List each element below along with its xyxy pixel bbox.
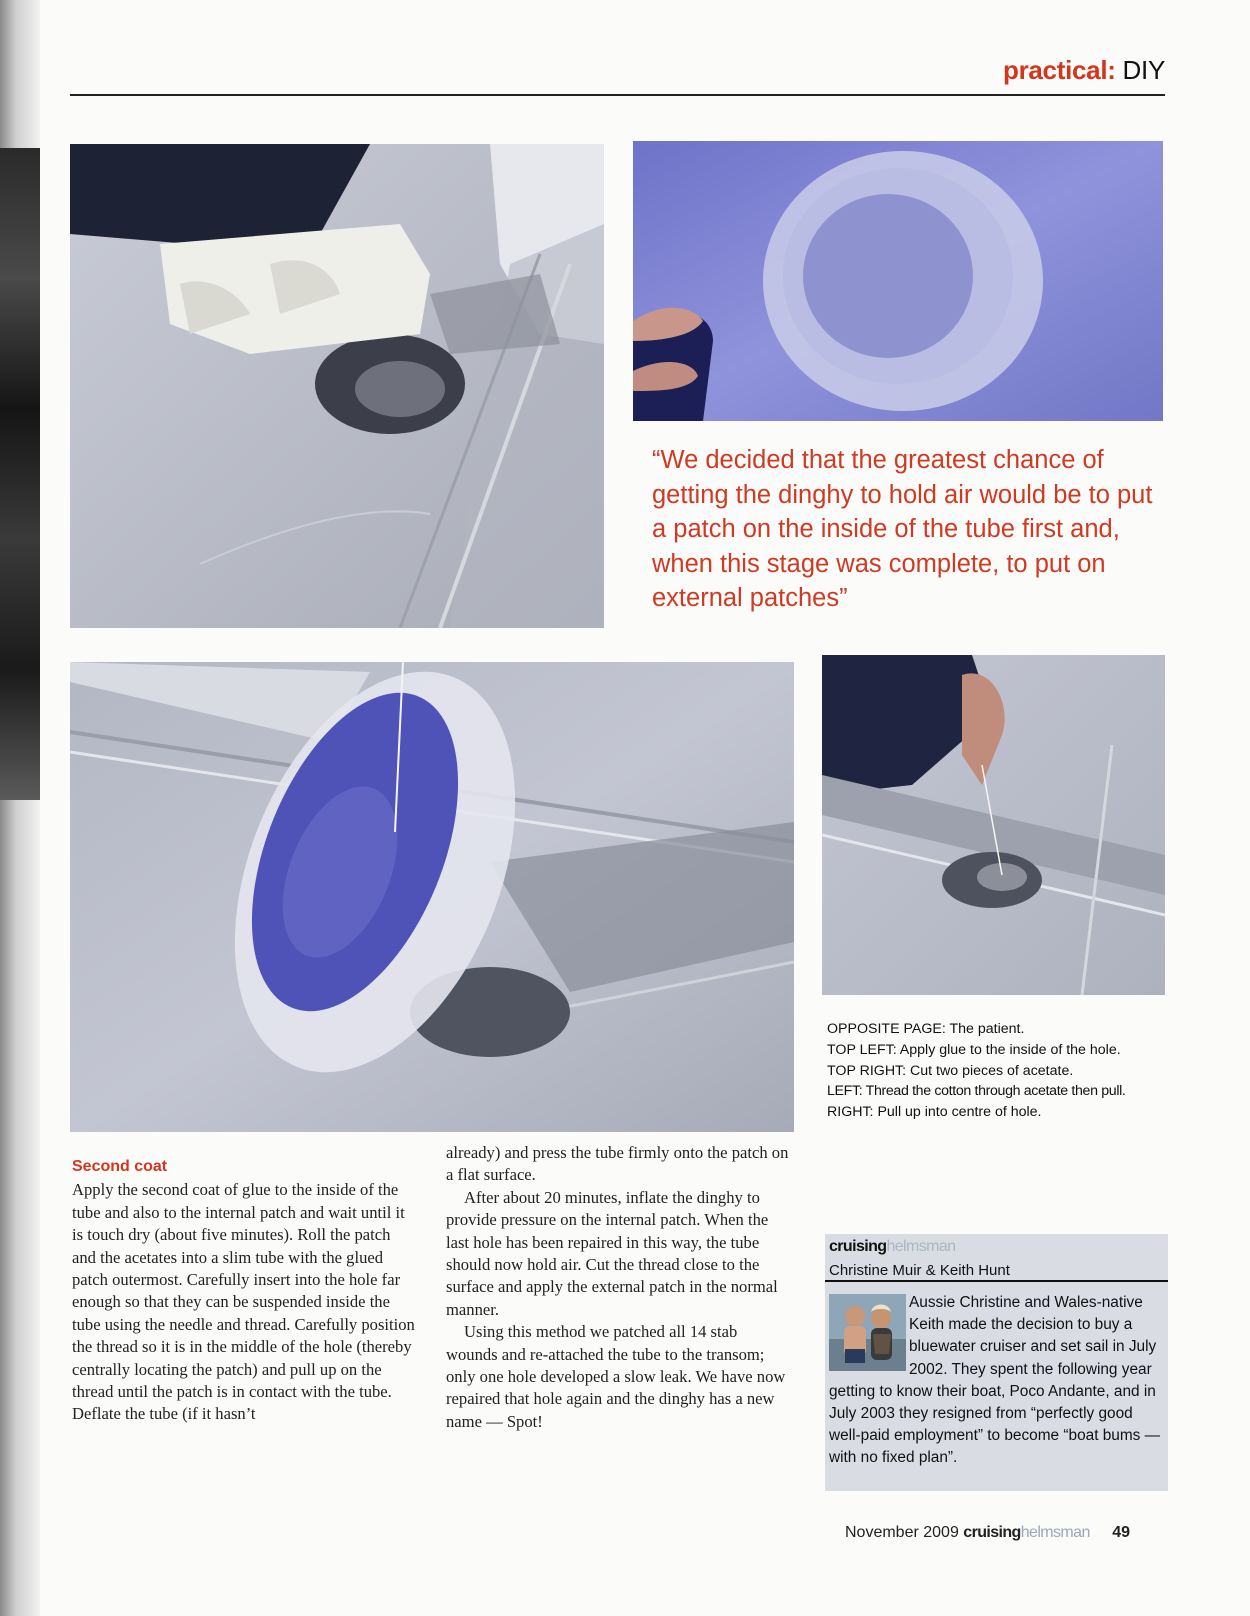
caption-left: LEFT: Thread the cotton through acetate then pull. [827, 1083, 1126, 1100]
section-label [1003, 55, 1165, 86]
author-names: Christine Muir & Keith Hunt [829, 1262, 1010, 1279]
caption-opposite-page: OPPOSITE PAGE: The patient. [827, 1021, 1025, 1037]
bio-brand-logo [829, 1238, 955, 1256]
portrait-spacer [829, 1292, 909, 1372]
footer-brand-part-1: cruising [963, 1524, 1021, 1541]
bio-rule [825, 1280, 1168, 1282]
caption-right: RIGHT: Pull up into centre of hole. [827, 1104, 1042, 1121]
author-bio-box [825, 1234, 1168, 1491]
footer-brand-part-2: helmsman [1020, 1524, 1090, 1541]
caption-top-right: TOP RIGHT: Cut two pieces of acetate. [827, 1062, 1074, 1079]
brand-part-2: helmsman [886, 1238, 956, 1255]
author-bio-text [829, 1292, 1164, 1470]
section-prefix: practical: [1003, 55, 1116, 85]
article-paragraph: already) and press the tube firmly onto the patch on a flat surface. [446, 1143, 789, 1185]
brand-part-1: cruising [829, 1238, 887, 1255]
article-paragraph: After about 20 minutes, inflate the dinghy to provide pressure on the internal patch. When the last hole has been repaired in this way, the tube should now hold air. Cut the thread close to the surface and apply the external patch in the normal manner. [446, 1187, 778, 1319]
blue-patch-on-acetate-photo [70, 662, 794, 1132]
header-rule [70, 94, 1165, 96]
thread-pulled-into-hole-photo [822, 655, 1165, 995]
bio-text-content: Aussie Christine and Wales-native Keith made the decision to buy a bluewater cruiser and set sail in July 2002. They spent the following year getting to know their boat, Poco Andante, and in July 2003 they resigned from “perfectly good well-paid employment” to become “boat bums — with no fixed plan”. [829, 1294, 1161, 1467]
section-name: DIY [1122, 55, 1165, 85]
acetate-circles-photo [633, 141, 1163, 421]
glove-applying-glue-photo [70, 144, 604, 628]
article-paragraph: Using this method we patched all 14 stab wounds and re-attached the tube to the transom; only one hole developed a slow leak. We have now repaired that hole again and the dinghy has a new name — Spot! [446, 1322, 786, 1431]
article-column-2 [446, 1143, 791, 1433]
opposite-page-photo-edge [0, 148, 40, 800]
article-column-1 [72, 1156, 417, 1426]
page-footer [845, 1524, 1130, 1542]
article-paragraph: Apply the second coat of glue to the inside of the tube and also to the internal patch and wait until it is touch dry (about five minutes). Roll the patch and the acetates into a slim tube with the glued patch outermost. Carefully insert into the hole far enough so that they can be suspended inside the tube using the needle and thread. Carefully position the thread so it is in the middle of the hole (thereby centrally locating the patch) and pull up on the thread until the patch is in contact with the tube. Deflate the tube (if it hasn’t [72, 1180, 415, 1424]
photo-captions [827, 1019, 1187, 1123]
footer-brand-logo [963, 1524, 1089, 1541]
article-subhead: Second coat [72, 1158, 168, 1175]
pull-quote: “We decided that the greatest chance of getting the dinghy to hold air would be to put a patch on the inside of the tube first and, when this stage was complete, to put on external patches” [652, 446, 1153, 612]
issue-date: November 2009 [845, 1524, 959, 1541]
page-number: 49 [1112, 1524, 1130, 1541]
caption-top-left: TOP LEFT: Apply glue to the inside of the hole. [827, 1041, 1121, 1058]
